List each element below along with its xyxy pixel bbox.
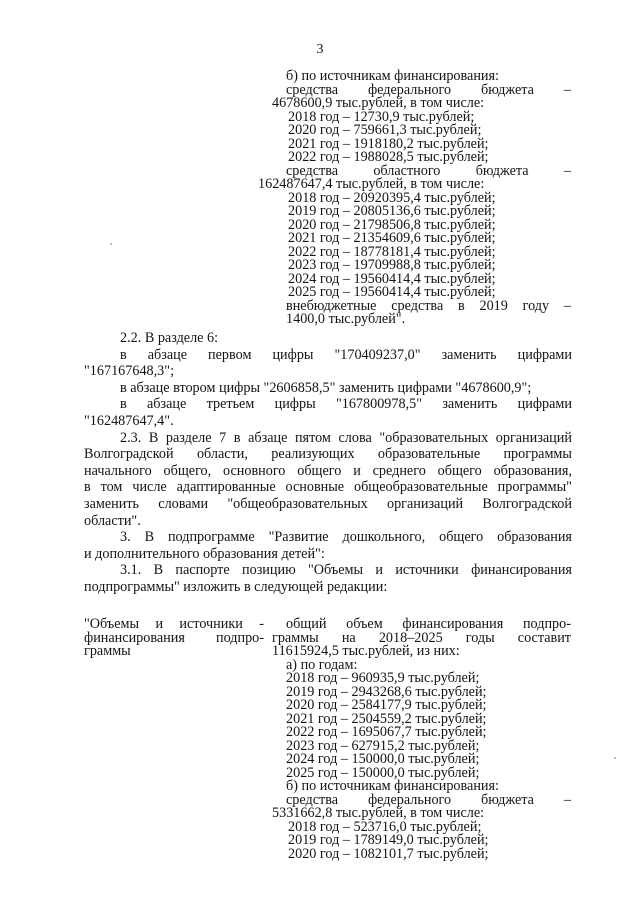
regional-year-item: 2022 год – 18778181,4 тыс.рублей; — [288, 243, 496, 260]
passport-year-item: 2020 год – 2584177,9 тыс.рублей; — [286, 697, 487, 713]
paragraph-line: 2.3. В разделе 7 в абзаце пятом слова "образовательных организаций — [120, 429, 572, 446]
paragraph-line: в абзаце третьем цифры "167800978,5" заменить цифрами — [120, 396, 572, 413]
passport-by-years-heading: а) по годам: — [286, 656, 358, 673]
passport-federal-year-item: 2018 год – 523716,0 тыс.рублей; — [288, 818, 482, 835]
paragraph-line: "167167648,3"; — [84, 363, 175, 380]
regional-total: 162487647,4 тыс.рублей, в том числе: — [258, 176, 485, 192]
passport-year-item: 2025 год – 150000,0 тыс.рублей; — [286, 764, 480, 781]
extrabudgetary-total: 1400,0 тыс.рублей". — [286, 311, 406, 327]
paragraph-line: подпрограммы" изложить в следующей редакции: — [84, 578, 388, 595]
passport-label-line: граммы — [84, 643, 131, 659]
regional-budget-line: средства областного бюджета – — [286, 162, 571, 179]
paragraph-line: начального общего, основного общего и среднего общего образования, — [84, 462, 572, 479]
passport-year-item: 2024 год – 150000,0 тыс.рублей; — [286, 751, 480, 767]
paragraph-line: в абзаце втором цифры "2606858,5" заменить цифрами "4678600,9"; — [120, 379, 532, 396]
passport-label-line: "Объемы и источники - — [84, 616, 264, 632]
paragraph-line: Волгоградской области, реализующих образовательные программы — [84, 446, 572, 463]
section-2-2-heading: 2.2. В разделе 6: — [120, 330, 219, 346]
regional-year-item: 2024 год – 19560414,4 тыс.рублей; — [288, 270, 496, 287]
paragraph-line: заменить словами "общеобразовательных организаций Волгоградской — [84, 495, 572, 512]
paragraph-line: 3. В подпрограмме "Развитие дошкольного, общего образования — [120, 529, 572, 546]
regional-year-item: 2025 год – 19560414,4 тыс.рублей; — [288, 284, 496, 300]
passport-year-item: 2018 год – 960935,9 тыс.рублей; — [286, 670, 480, 686]
passport-year-item: 2021 год – 2504559,2 тыс.рублей; — [286, 710, 487, 727]
scan-speck — [110, 243, 112, 245]
passport-year-item: 2019 год – 2943268,6 тыс.рублей; — [286, 683, 487, 700]
regional-year-item: 2019 год – 20805136,6 тыс.рублей; — [288, 203, 496, 219]
passport-year-item: 2023 год – 627915,2 тыс.рублей; — [286, 737, 480, 754]
passport-federal-total: 5331662,8 тыс.рублей, в том числе: — [272, 805, 485, 821]
funding-sources-block — [258, 68, 571, 327]
paragraph-line: области". — [84, 512, 141, 529]
federal-budget-line: средства федерального бюджета – — [286, 81, 571, 98]
regional-year-item: 2020 год – 21798506,8 тыс.рублей; — [288, 216, 496, 233]
paragraph-line: 3.1. В паспорте позицию "Объемы и источники финансирования — [120, 562, 572, 579]
passport-left-cell — [84, 618, 264, 659]
sources-heading: б) по источникам финансирования: — [286, 68, 499, 84]
passport-federal-year-item: 2019 год – 1789149,0 тыс.рублей; — [288, 832, 489, 848]
passport-sources-heading: б) по источникам финансирования: — [286, 778, 499, 794]
passport-federal-year-item: 2020 год – 1082101,7 тыс.рублей; — [288, 845, 489, 862]
passport-year-item: 2022 год – 1695067,7 тыс.рублей; — [286, 724, 487, 740]
passport-federal-line: средства федерального бюджета – — [286, 791, 571, 808]
paragraph-line: в абзаце первом цифры "170409237,0" заменить цифрами — [120, 346, 572, 363]
scan-speck — [614, 757, 616, 759]
regional-year-item: 2023 год – 19709988,8 тыс.рублей; — [288, 257, 496, 273]
paragraph-line: "162487647,4". — [84, 412, 174, 429]
federal-year-item: 2022 год – 1988028,5 тыс.рублей; — [288, 149, 489, 165]
federal-total: 4678600,9 тыс.рублей, в том числе: — [272, 95, 485, 111]
regional-year-item: 2021 год – 21354609,6 тыс.рублей; — [288, 230, 496, 246]
document-body — [84, 330, 572, 596]
extrabudgetary-line: внебюджетные средства в 2019 году – — [286, 297, 571, 314]
passport-text-line: общий объем финансирования подпро- — [286, 616, 571, 632]
paragraph-line: в том числе адаптированные основные общеобразовательные программы" — [84, 479, 572, 496]
passport-label-line: финансирования подпро- — [84, 629, 264, 646]
regional-year-item: 2018 год – 20920395,4 тыс.рублей; — [288, 189, 496, 206]
federal-year-item: 2021 год – 1918180,2 тыс.рублей; — [288, 135, 489, 152]
page-number: 3 — [316, 42, 324, 57]
passport-text-line: граммы на 2018–2025 годы составит — [272, 629, 571, 646]
passport-right-cell — [272, 618, 571, 861]
paragraph-line: и дополнительного образования детей": — [84, 545, 325, 562]
federal-year-item: 2018 год – 12730,9 тыс.рублей; — [288, 108, 475, 125]
passport-total: 11615924,5 тыс.рублей, из них: — [272, 643, 460, 659]
federal-year-item: 2020 год – 759661,3 тыс.рублей; — [288, 122, 482, 138]
